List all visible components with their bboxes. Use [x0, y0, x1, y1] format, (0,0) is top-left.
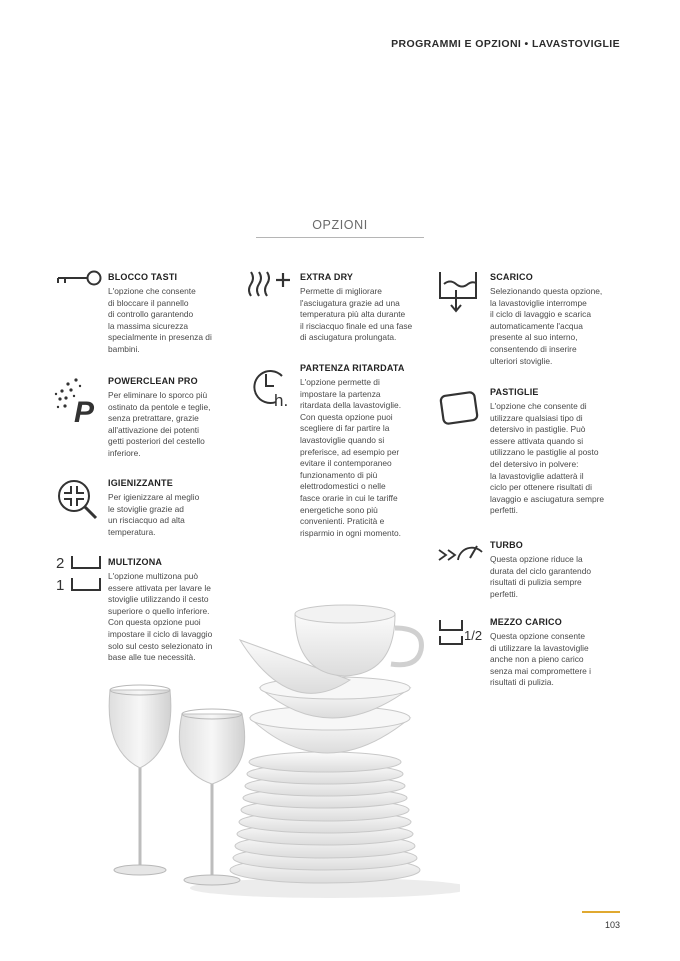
multizone-icon	[54, 552, 104, 594]
option-powerclean-pro	[108, 376, 243, 460]
option-extra-dry	[300, 272, 435, 344]
drain-icon	[436, 268, 484, 316]
option-text: L'opzione che consente di utilizzare qualsiasi tipo di detersivo in pastiglie. Può essere attivata quando si utilizzano le pastiglie al posto del detersivo in polvere: la lavastoviglie adatterà il ciclo per ottenere risultati di lavaggio e asciugatura sempre perfetti.	[490, 401, 605, 516]
dishes-and-glasses-image	[100, 600, 460, 900]
tablet-icon	[438, 388, 484, 428]
page-number: 103	[604, 920, 620, 930]
option-scarico	[490, 272, 630, 367]
option-pastiglie	[490, 387, 630, 517]
option-title: BLOCCO TASTI	[108, 272, 178, 282]
option-text: Questa opzione riduce la durata del ciclo garantendo risultati di pulizia sempre perfetti.	[490, 554, 592, 599]
sanitize-icon	[54, 476, 102, 522]
extra-dry-icon	[246, 268, 296, 300]
option-igienizzante	[108, 478, 238, 538]
option-text: Selezionando questa opzione, la lavastoviglie interrompe il ciclo di lavaggio e scarica automaticamente l'acqua presente al suo interno, consentendo di inserire ulteriori stoviglie.	[490, 286, 603, 366]
powerclean-p-glyph: P	[74, 396, 95, 426]
option-mezzo-carico	[490, 617, 630, 689]
option-blocco-tasti	[108, 272, 238, 356]
option-title: TURBO	[490, 540, 523, 550]
option-title: MEZZO CARICO	[490, 617, 562, 627]
turbo-gauge-icon	[436, 538, 486, 564]
key-lock-icon	[54, 268, 104, 288]
page-number-rule	[582, 911, 620, 913]
section-title: OPZIONI	[256, 218, 424, 238]
option-text: L'opzione multizona può essere attivata per lavare le stoviglie utilizzando il cesto superiore o quello inferiore. Con questa opzione puoi impostare il ciclo di lavaggio solo sul cesto selezionato in base alle tue necessità.	[108, 571, 213, 663]
page-header: PROGRAMMI E OPZIONI • LAVASTOVIGLIE	[391, 38, 620, 50]
option-title: MULTIZONA	[108, 557, 163, 567]
option-text: L'opzione permette di impostare la partenza ritardata della lavastoviglie. Con questa opzione puoi scegliere di far partire la lavastoviglie quando si preferisce, ad esempio per evitare il contemporaneo funzionamento di più elettrodomestici o nelle fasce orarie in cui le tariffe energetiche sono più convenienti. Praticità e risparmio in ogni momento.	[300, 377, 402, 538]
option-text: Per eliminare lo sporco più ostinato da pentole e teglie, senza pretrattare, grazie all'attivazione dei potenti getti posteriori del cestello inferiore.	[108, 390, 211, 458]
option-title: POWERCLEAN PRO	[108, 376, 198, 386]
delay-h-glyph: h.	[274, 391, 289, 410]
option-text: Per igienizzare al meglio le stoviglie grazie ad un risciacquo ad alta temperatura.	[108, 492, 200, 537]
option-turbo	[490, 540, 630, 600]
option-text: Permette di migliorare l'asciugatura grazie ad una temperatura più alta durante il risciacquo finale ed una fase di asciugatura prolungata.	[300, 286, 413, 343]
option-partenza-ritardata	[300, 363, 435, 539]
delay-clock-icon	[246, 362, 298, 410]
option-title: SCARICO	[490, 272, 533, 282]
option-text: L'opzione che consente di bloccare il pannello di controllo garantendo la massima sicurezza specialmente in presenza di bambini.	[108, 286, 212, 354]
multizone-top-number: 2	[56, 555, 65, 572]
multizone-bottom-number: 1	[56, 577, 65, 594]
option-title: PARTENZA RITARDATA	[300, 363, 405, 373]
option-title: IGIENIZZANTE	[108, 478, 173, 488]
powerclean-icon	[52, 374, 102, 426]
half-load-fraction: 1/2	[464, 628, 483, 643]
option-title: PASTIGLIE	[490, 387, 539, 397]
option-title: EXTRA DRY	[300, 272, 354, 282]
option-text: Questa opzione consente di utilizzare la lavastoviglie anche non a pieno carico senza mai compromettere i risultati di pulizia.	[490, 631, 592, 688]
